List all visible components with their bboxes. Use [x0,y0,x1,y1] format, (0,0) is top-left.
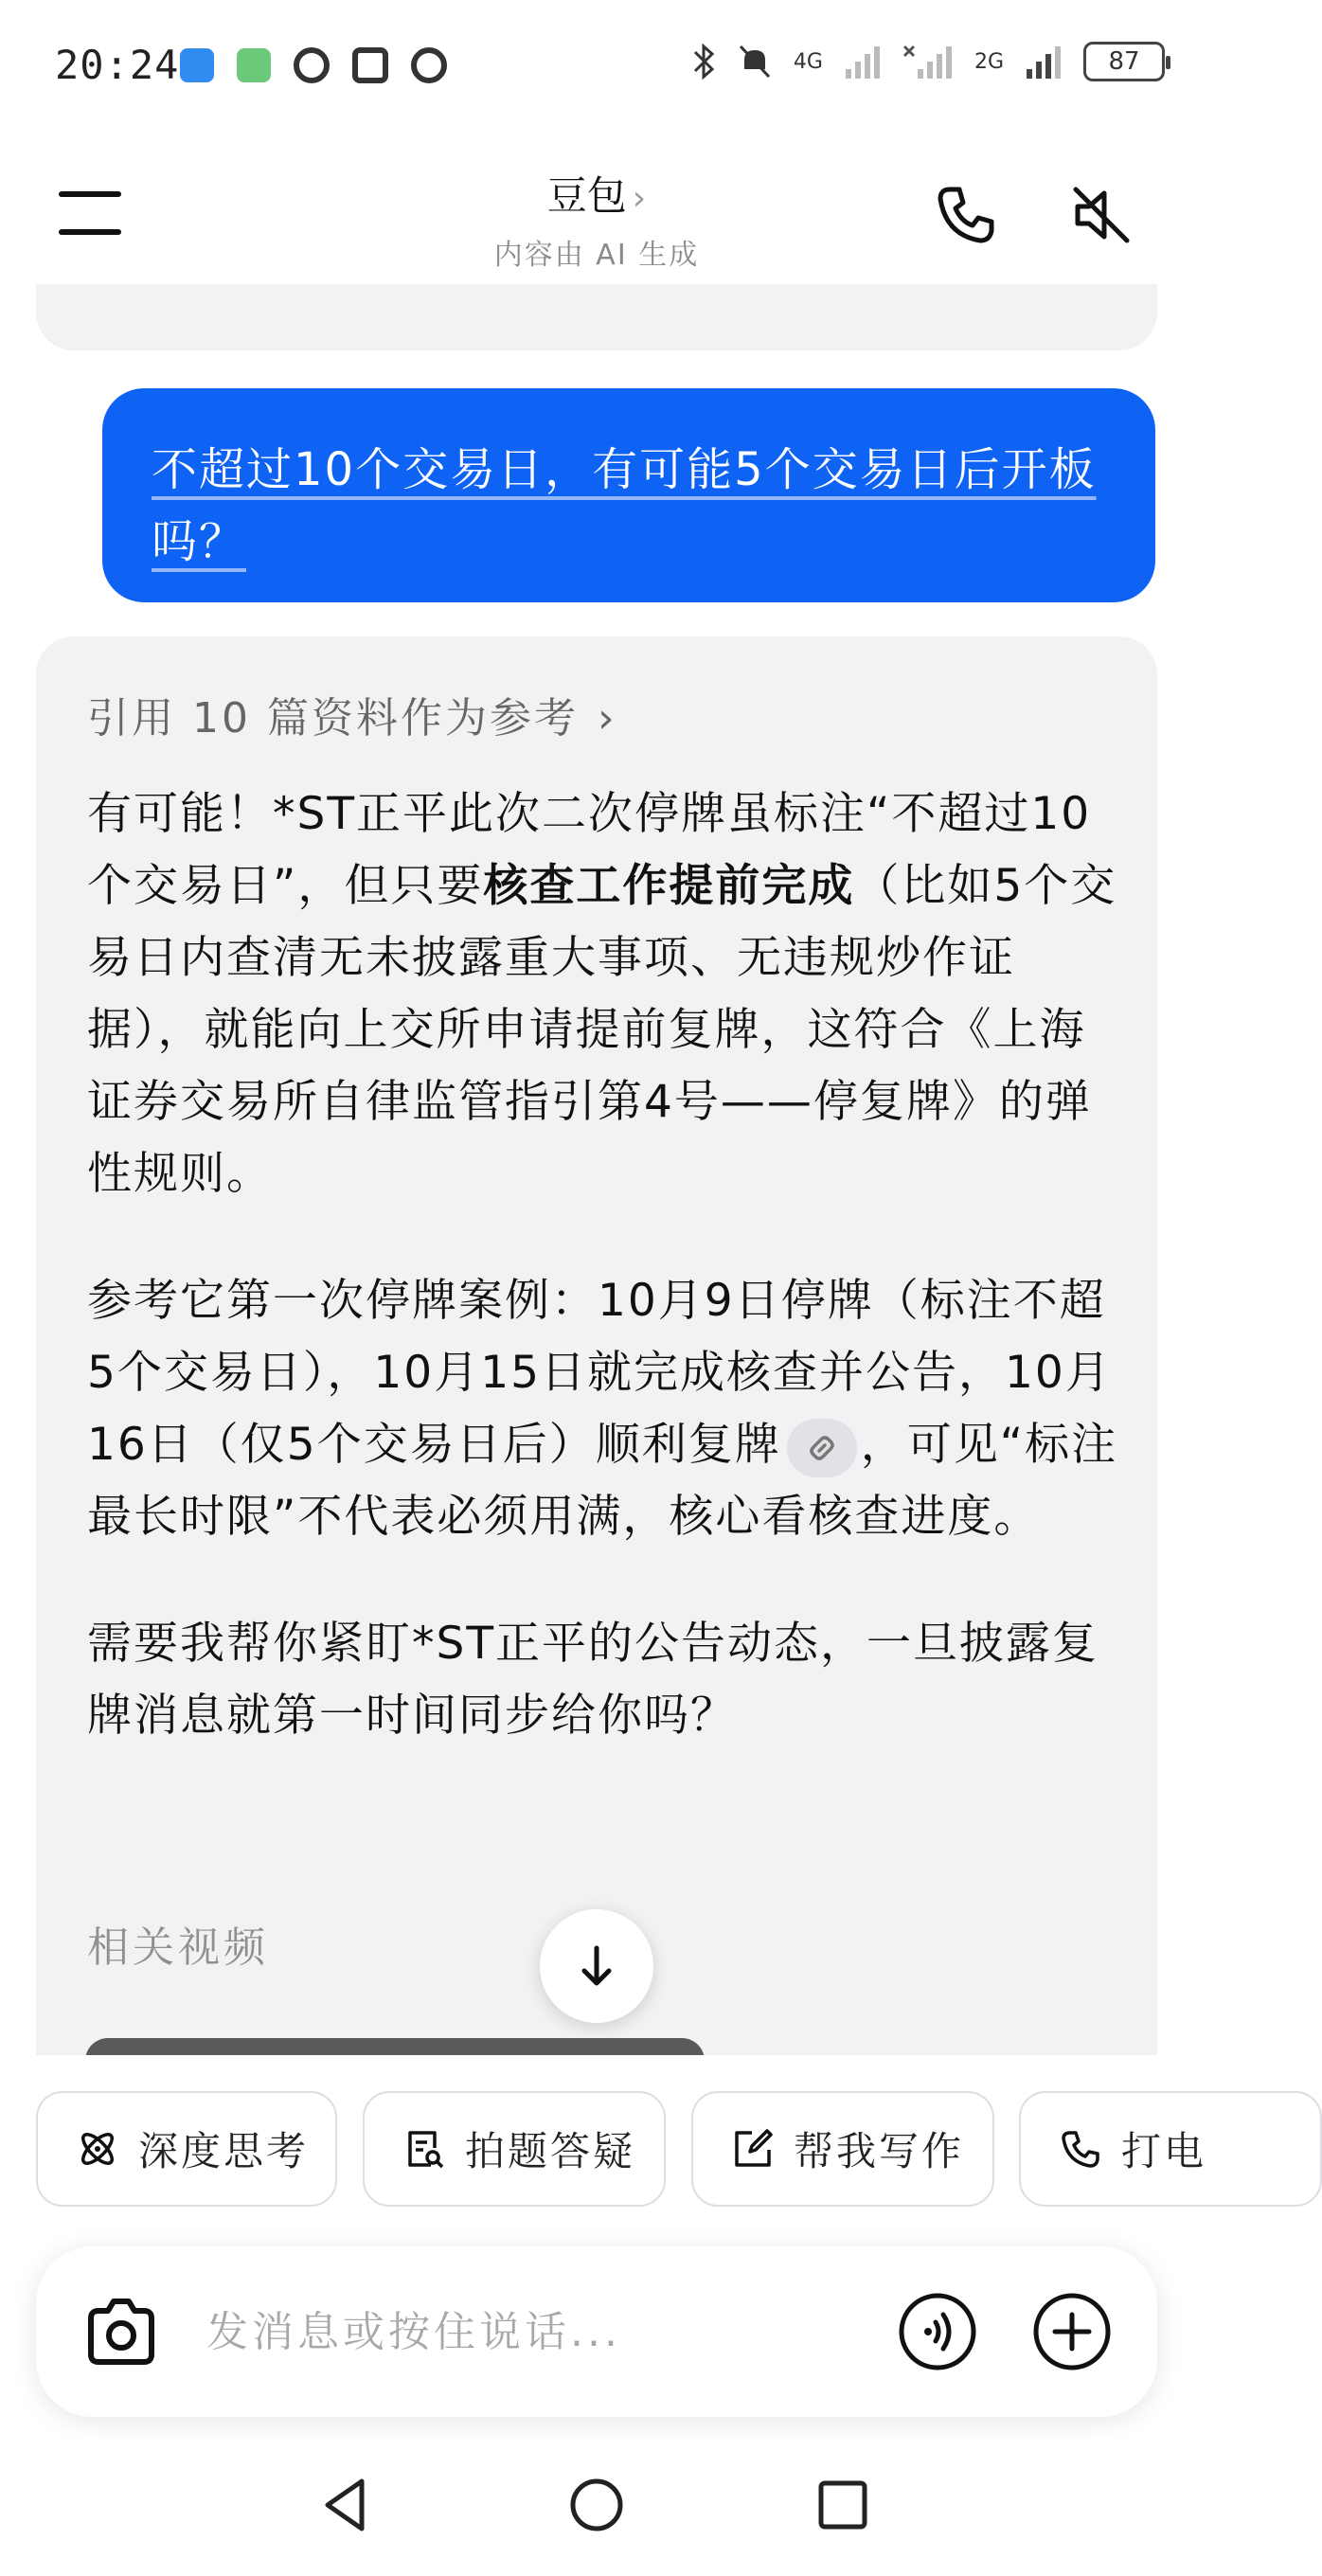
status-indicators [691,42,1165,81]
battery-indicator: 87 [1083,42,1165,81]
quick-action-label: 深度思考 [138,2128,310,2174]
references-link[interactable] [87,684,617,744]
quick-action-photo-solve[interactable] [363,2091,666,2207]
system-navigation-bar [0,2443,1193,2576]
chat-title-area[interactable] [0,165,1193,273]
chat-header [0,133,1193,303]
quick-actions [36,2091,1207,2209]
alarm-icon [411,47,447,83]
signal-icon [1025,43,1063,80]
reply-paragraph: 需要我帮你紧盯*ST正平的公告动态，一旦披露复牌消息就第一时间同步给你吗？ [87,1618,1099,1742]
chevron-right-icon: › [597,694,617,742]
camera-icon[interactable] [83,2294,159,2370]
chevron-right-icon: › [632,179,647,218]
app-icon [294,47,330,83]
back-icon[interactable] [314,2472,381,2538]
user-message-bubble[interactable] [102,388,1155,602]
phone-icon [1059,2127,1102,2171]
app-icon [237,48,271,82]
message-composer [36,2246,1157,2417]
ai-reply-card [36,636,1157,2057]
previous-message-bubble [36,284,1157,350]
edit-icon [731,2127,775,2171]
no-signal-icon [902,43,954,80]
quick-action-label: 帮我写作 [794,2128,965,2174]
signal-icon [844,43,882,80]
reply-paragraph: 参考它第一次停牌案例：10月9日停牌（标注不超5个交易日），10月15日就完成核查并公告，10月16日（仅5个交易日后）顺利复牌 ，可见“标注最长时限”不代表必须用满，核心看核查进度。 [87,1275,1118,1543]
references-label: 引用 10 篇资料作为参考 [87,694,579,742]
recents-icon[interactable] [810,2472,876,2538]
source-link-icon[interactable] [787,1419,857,1477]
bluetooth-icon [691,43,716,80]
browser-icon [180,48,214,82]
phone-icon[interactable] [933,182,999,248]
quick-action-writing[interactable] [691,2091,994,2207]
quick-action-label: 拍题答疑 [465,2128,636,2174]
quick-action-deep-think[interactable] [36,2091,337,2207]
user-message-text: 不超过10个交易日，有可能5个交易日后开板吗？ [152,443,1097,568]
plus-icon[interactable] [1032,2292,1112,2371]
bell-muted-icon [737,43,773,80]
related-videos-label: 相关视频 [87,1923,269,1972]
network-type-1: 4G [793,49,823,74]
status-bar [0,0,1193,133]
status-time: 20:24 [55,42,180,88]
voice-icon[interactable] [898,2292,977,2371]
scan-document-icon [402,2127,446,2171]
scroll-to-bottom-button[interactable] [540,1909,653,2023]
speaker-muted-icon[interactable] [1068,182,1134,248]
network-type-2: 2G [974,49,1004,74]
home-icon[interactable] [563,2472,630,2538]
ai-reply-text [87,778,1119,1807]
quick-action-call[interactable] [1019,2091,1322,2207]
arrow-down-icon [573,1942,620,1990]
nfc-icon [352,47,388,83]
chat-title[interactable]: 豆包 [546,172,627,219]
message-input[interactable] [206,2294,737,2370]
notification-icons [180,47,447,83]
reply-paragraph: 有可能！*ST正平此次二次停牌虽标注“不超过10个交易日”，但只要核查工作提前完成（比如5个交易日内查清无未披露重大事项、无违规炒作证据），就能向上交所申请提前复牌，这符合《上海证券交易所自律监管指引第4号——停复牌》的弹性规则。 [87,788,1117,1200]
quick-action-label: 打电 [1121,2128,1207,2174]
ai-disclaimer: 内容由 AI 生成 [493,239,700,272]
atom-icon [76,2127,119,2171]
